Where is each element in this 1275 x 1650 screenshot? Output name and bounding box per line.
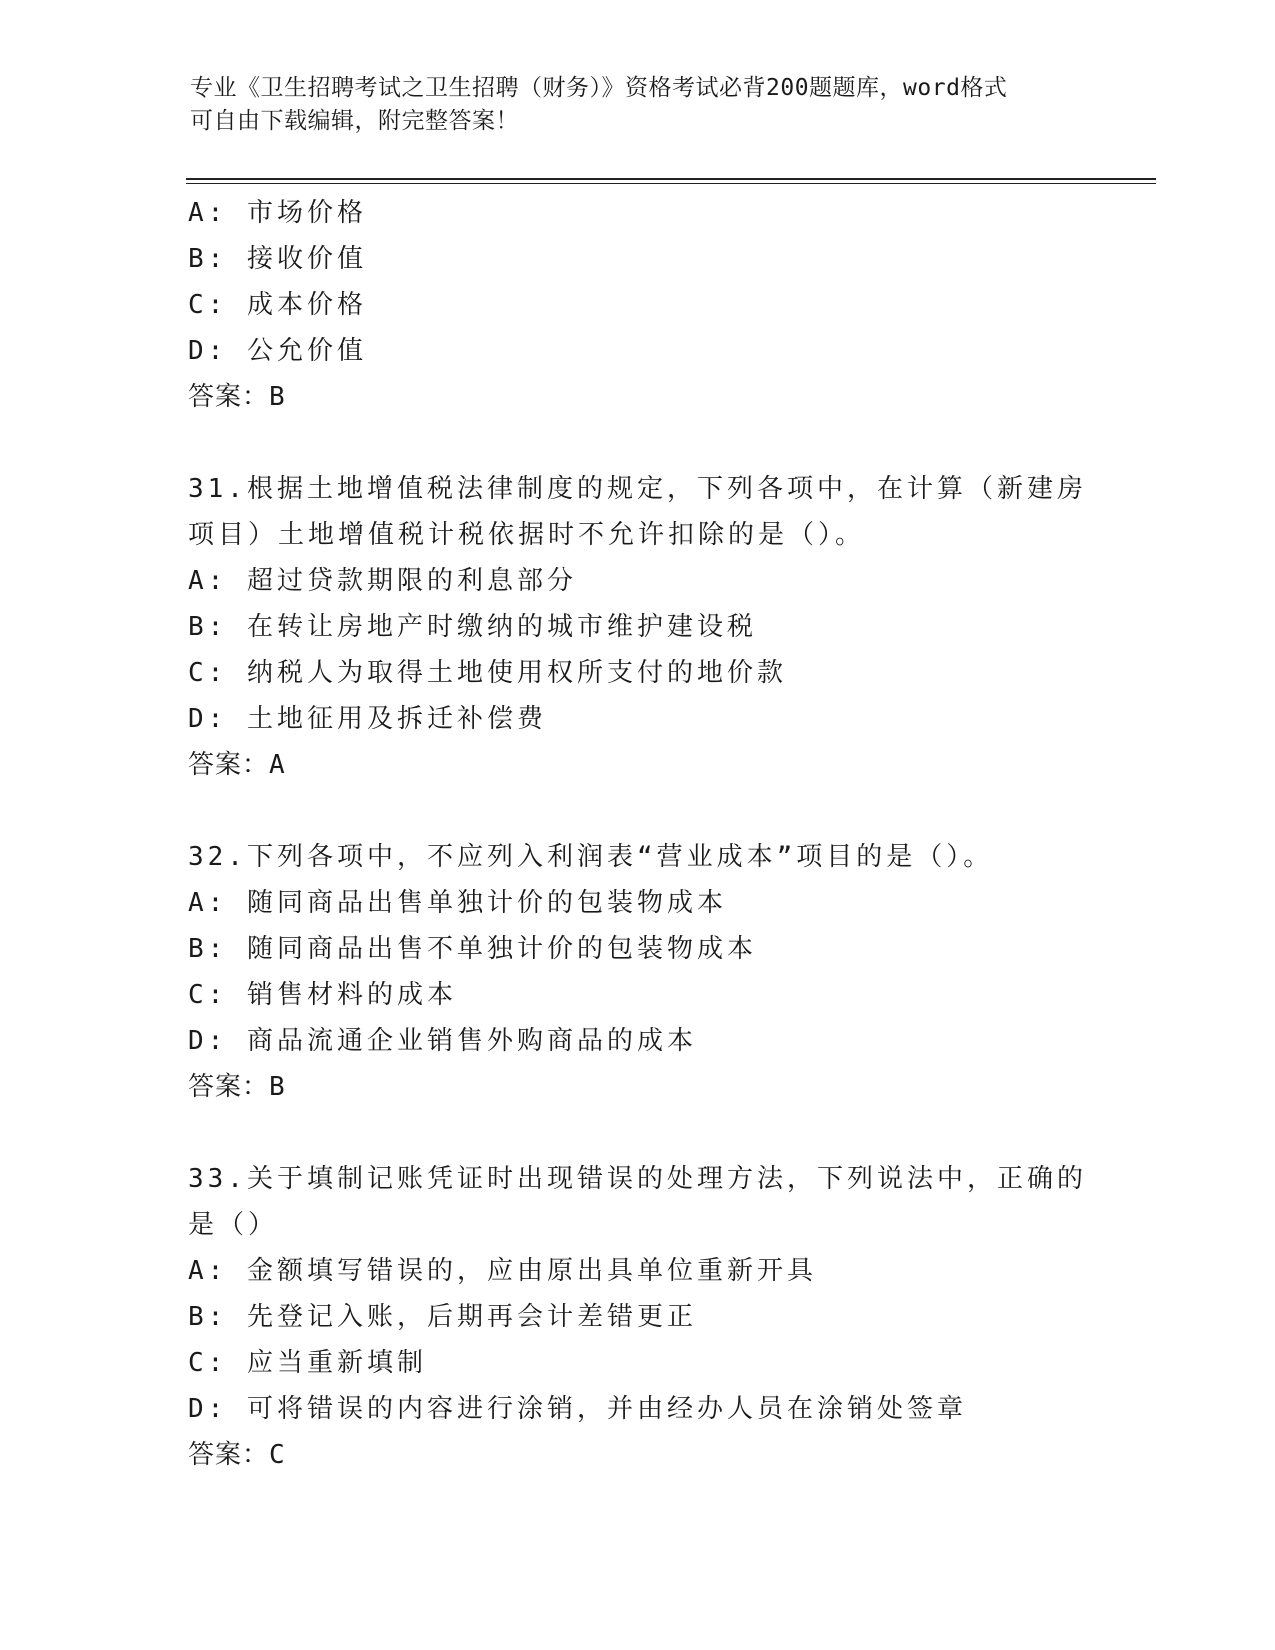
header-rule-thin [186, 183, 1156, 184]
question-gap [188, 1110, 1088, 1156]
answer-line [188, 1432, 1088, 1478]
option-d: D: 公允价值 [188, 336, 367, 366]
question-text: 32.下列各项中，不应列入利润表“营业成本”项目的是（）。 [188, 842, 994, 872]
answer-line [188, 742, 1088, 788]
option-c: C: 纳税人为取得土地使用权所支付的地价款 [188, 658, 787, 688]
option-c: C: 应当重新填制 [188, 1348, 427, 1378]
option-a: A: 超过贷款期限的利息部分 [188, 566, 577, 596]
header-rule-thick [186, 178, 1156, 180]
answer-label: 答案： [188, 750, 270, 780]
question-text: 31.根据土地增值税法律制度的规定，下列各项中，在计算（新建房项目）土地增值税计税依据时不允许扣除的是（）。 [188, 474, 1087, 550]
option-a: A: 市场价格 [188, 198, 367, 228]
answer-label: 答案： [188, 1072, 270, 1102]
answer-value: A [269, 750, 286, 780]
answer-label: 答案： [188, 382, 270, 412]
option-d: D: 可将错误的内容进行涂销，并由经办人员在涂销处签章 [188, 1394, 967, 1424]
question-31 [188, 466, 1088, 788]
option-b: B: 先登记入账，后期再会计差错更正 [188, 1302, 697, 1332]
document-header [190, 72, 1090, 138]
question-30 [188, 190, 1088, 420]
answer-label: 答案： [188, 1440, 270, 1470]
option-c: C: 销售材料的成本 [188, 980, 457, 1010]
question-32 [188, 834, 1088, 1110]
question-text: 33.关于填制记账凭证时出现错误的处理方法，下列说法中，正确的是（） [188, 1164, 1087, 1240]
option-b: B: 在转让房地产时缴纳的城市维护建设税 [188, 612, 757, 642]
option-c: C: 成本价格 [188, 290, 367, 320]
option-b: B: 随同商品出售不单独计价的包装物成本 [188, 934, 757, 964]
question-33 [188, 1156, 1088, 1478]
question-list [188, 190, 1088, 1478]
option-d: D: 商品流通企业销售外购商品的成本 [188, 1026, 697, 1056]
option-a: A: 随同商品出售单独计价的包装物成本 [188, 888, 727, 918]
header-line-1: 专业《卫生招聘考试之卫生招聘（财务）》资格考试必背200题题库，word格式 [190, 75, 1008, 101]
answer-value: B [269, 382, 286, 412]
option-d: D: 土地征用及拆迁补偿费 [188, 704, 547, 734]
header-line-2: 可自由下载编辑，附完整答案！ [190, 108, 519, 134]
question-gap [188, 788, 1088, 834]
answer-line [188, 1064, 1088, 1110]
answer-value: C [269, 1440, 286, 1470]
option-a: A: 金额填写错误的，应由原出具单位重新开具 [188, 1256, 817, 1286]
answer-line [188, 374, 1088, 420]
answer-value: B [269, 1072, 286, 1102]
option-b: B: 接收价值 [188, 244, 367, 274]
question-gap [188, 420, 1088, 466]
